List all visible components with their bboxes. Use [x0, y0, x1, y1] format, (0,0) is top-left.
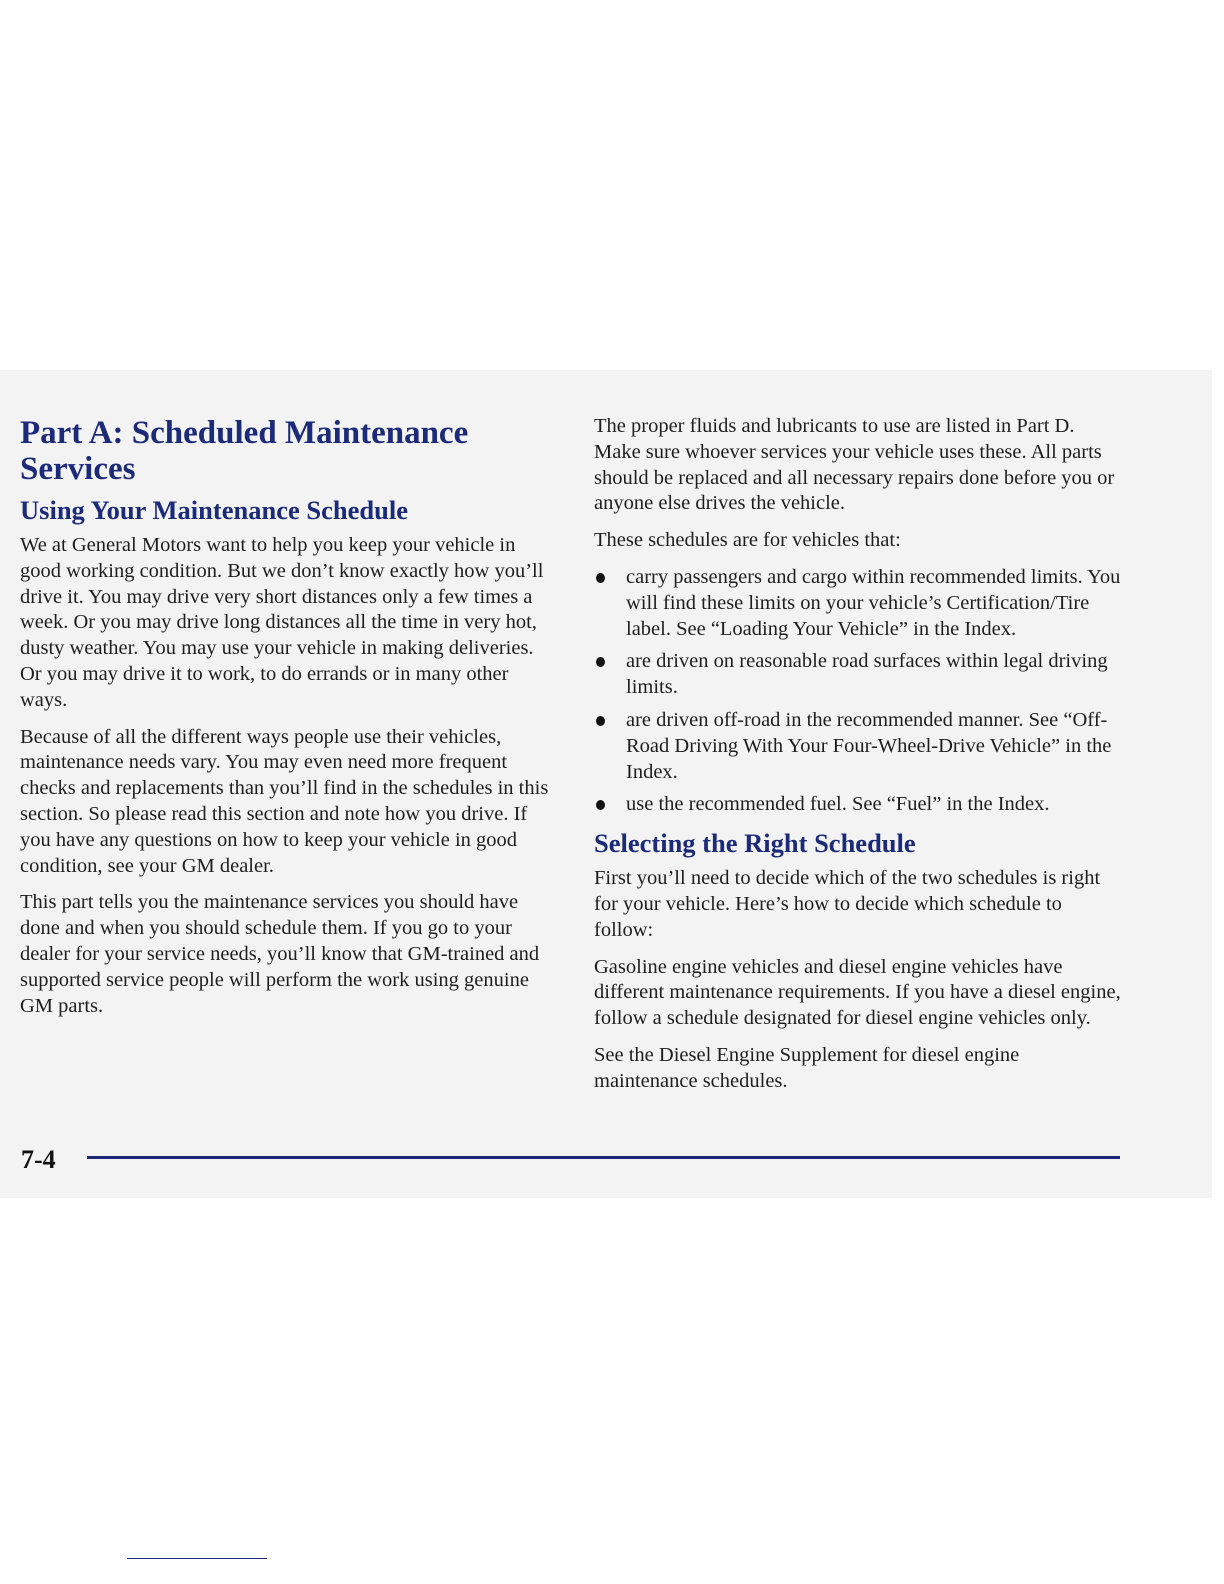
list-intro: These schedules are for vehicles that:: [594, 529, 901, 552]
bullet-icon: [596, 716, 605, 726]
intro-paragraph: The proper fluids and lubricants to use are listed in Part D. Make sure whoever services your vehicle uses these. All parts should be replaced and all necessary repairs done before you or anyone else drives the vehicle.: [594, 415, 1115, 515]
paragraph: This part tells you the maintenance services you should have done and when you should schedule them. If you go to your dealer for your service needs, you’ll know that GM-trained and supported service people will perform the work using genuine GM parts.: [20, 891, 540, 1017]
list-item-text: are driven off-road in the recommended manner. See “Off-Road Driving With Your Four-Wheel-Drive Vehicle” in the Index.: [626, 708, 1112, 783]
list-item: [594, 708, 1124, 785]
paragraph: Because of all the different ways people use their vehicles, maintenance needs vary. You may even need more frequent checks and replacements than you’ll find in the schedules in this section. So please read this section and note how you drive. If you have any questions on how to keep your vehicle in good condition, see your GM dealer.: [20, 725, 549, 877]
list-item-text: use the recommended fuel. See “Fuel” in the Index.: [626, 793, 1050, 816]
list-item-text: are driven on reasonable road surfaces within legal driving limits.: [626, 650, 1108, 699]
paragraph: We at General Motors want to help you keep your vehicle in good working condition. But we don’t know exactly how you’ll drive it. You may drive very short distances only a few times a week. Or you may drive long distances all the time in very hot, dusty weather. You may use your vehicle in making deliveries. Or you may drive it to work, to do errands or in many other ways.: [20, 534, 544, 711]
paragraph: First you’ll need to decide which of the two schedules is right for your vehicle. Here’s how to decide which schedule to follow:: [594, 867, 1101, 941]
footer-divider: [87, 1156, 1120, 1159]
vehicle-conditions-list: [594, 565, 1124, 818]
bullet-icon: [596, 657, 605, 667]
section-title-using-schedule: Using Your Maintenance Schedule: [20, 495, 408, 525]
divider: [127, 1558, 267, 1559]
part-title: Part A: Scheduled Maintenance Services: [20, 415, 469, 487]
list-item: [594, 565, 1124, 642]
section-title-selecting-schedule: Selecting the Right Schedule: [594, 828, 916, 859]
paragraph: See the Diesel Engine Supplement for diesel engine maintenance schedules.: [594, 1043, 1020, 1092]
paragraph: Gasoline engine vehicles and diesel engine vehicles have different maintenance requirements. If you have a diesel engine, follow a schedule designated for diesel engine vehicles only.: [594, 955, 1121, 1030]
page-number: 7-4: [21, 1145, 56, 1174]
bullet-icon: [596, 573, 605, 583]
right-column: [594, 414, 1124, 1106]
list-item: [594, 649, 1124, 701]
list-item-text: carry passengers and cargo within recommended limits. You will find these limits on your vehicle’s Certification/Tire label. See “Loading Your Vehicle” in the Index.: [626, 565, 1121, 640]
bullet-icon: [596, 800, 605, 810]
left-column: [20, 415, 550, 1030]
list-item: [594, 792, 1124, 818]
